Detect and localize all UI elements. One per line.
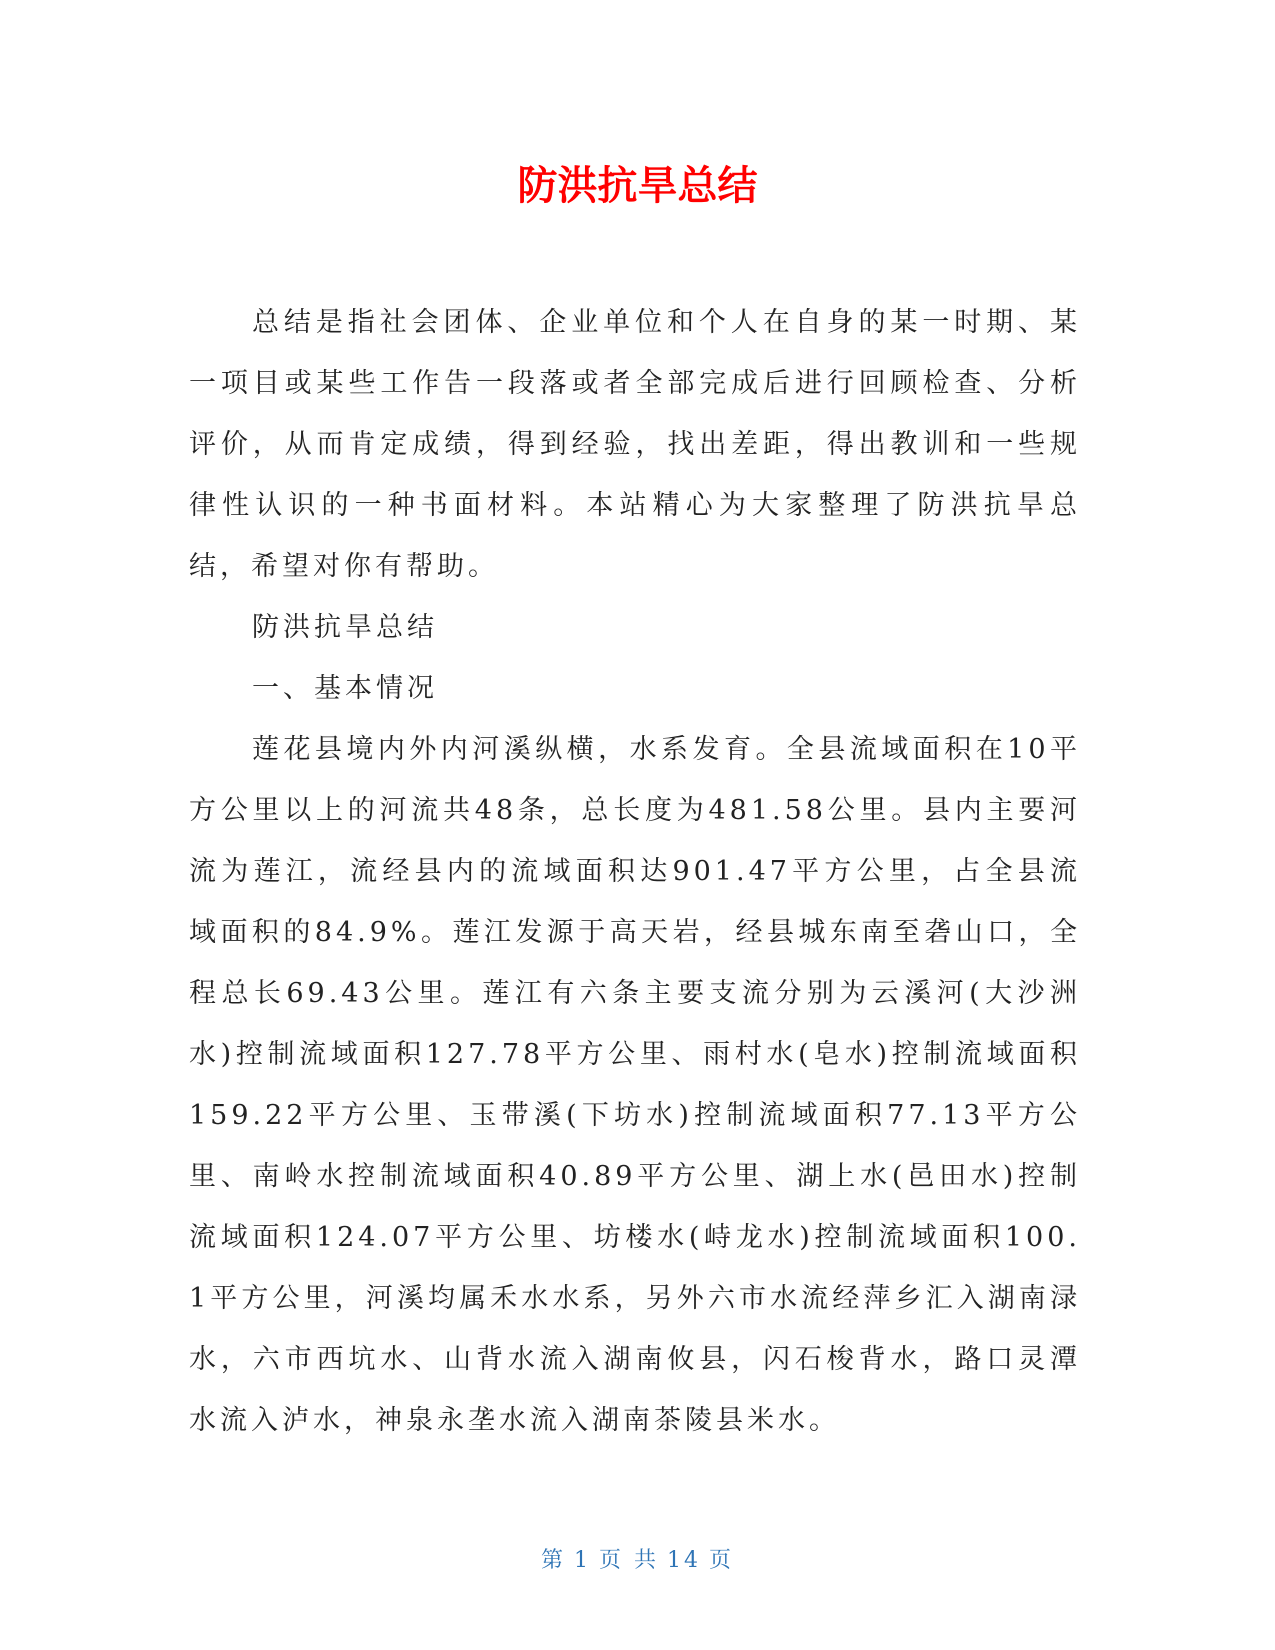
- footer-prefix: 第: [540, 1548, 566, 1573]
- section-heading: 防洪抗旱总结: [252, 612, 438, 643]
- document-body: [189, 292, 1081, 1451]
- document-title: 防洪抗旱总结: [517, 163, 758, 209]
- footer-suffix: 页: [709, 1548, 735, 1573]
- page-footer: [0, 1546, 1275, 1576]
- subsection-heading: 一、基本情况: [252, 673, 438, 704]
- footer-total-pages: 14: [667, 1548, 701, 1573]
- footer-middle: 页 共: [599, 1548, 659, 1573]
- intro-paragraph: 总结是指社会团体、企业单位和个人在自身的某一时期、某一项目或某些工作告一段落或者全部完成后进行回顾检查、分析评价，从而肯定成绩，得到经验，找出差距，得出教训和一些规律性认识的一种书面材料。本站精心为大家整理了防洪抗旱总结，希望对你有帮助。: [189, 307, 1081, 582]
- body-paragraph: 莲花县境内外内河溪纵横，水系发育。全县流域面积在10平方公里以上的河流共48条，总长度为481.58公里。县内主要河流为莲江，流经县内的流域面积达901.47平方公里，占全县流域面积的84.9%。莲江发源于高天岩，经县城东南至砻山口，全程总长69.43公里。莲江有六条主要支流分别为云溪河(大沙洲水)控制流域面积127.78平方公里、雨村水(皂水)控制流域面积159.22平方公里、玉带溪(下坊水)控制流域面积77.13平方公里、南岭水控制流域面积40.89平方公里、湖上水(邑田水)控制流域面积124.07平方公里、坊楼水(峙龙水)控制流域面积100.1平方公里，河溪均属禾水水系，另外六市水流经萍乡汇入湖南渌水，六市西坑水、山背水流入湖南攸县，闪石梭背水，路口灵潭水流入泸水，神泉永垄水流入湖南茶陵县米水。: [189, 734, 1081, 1436]
- footer-current-page: 1: [574, 1548, 591, 1573]
